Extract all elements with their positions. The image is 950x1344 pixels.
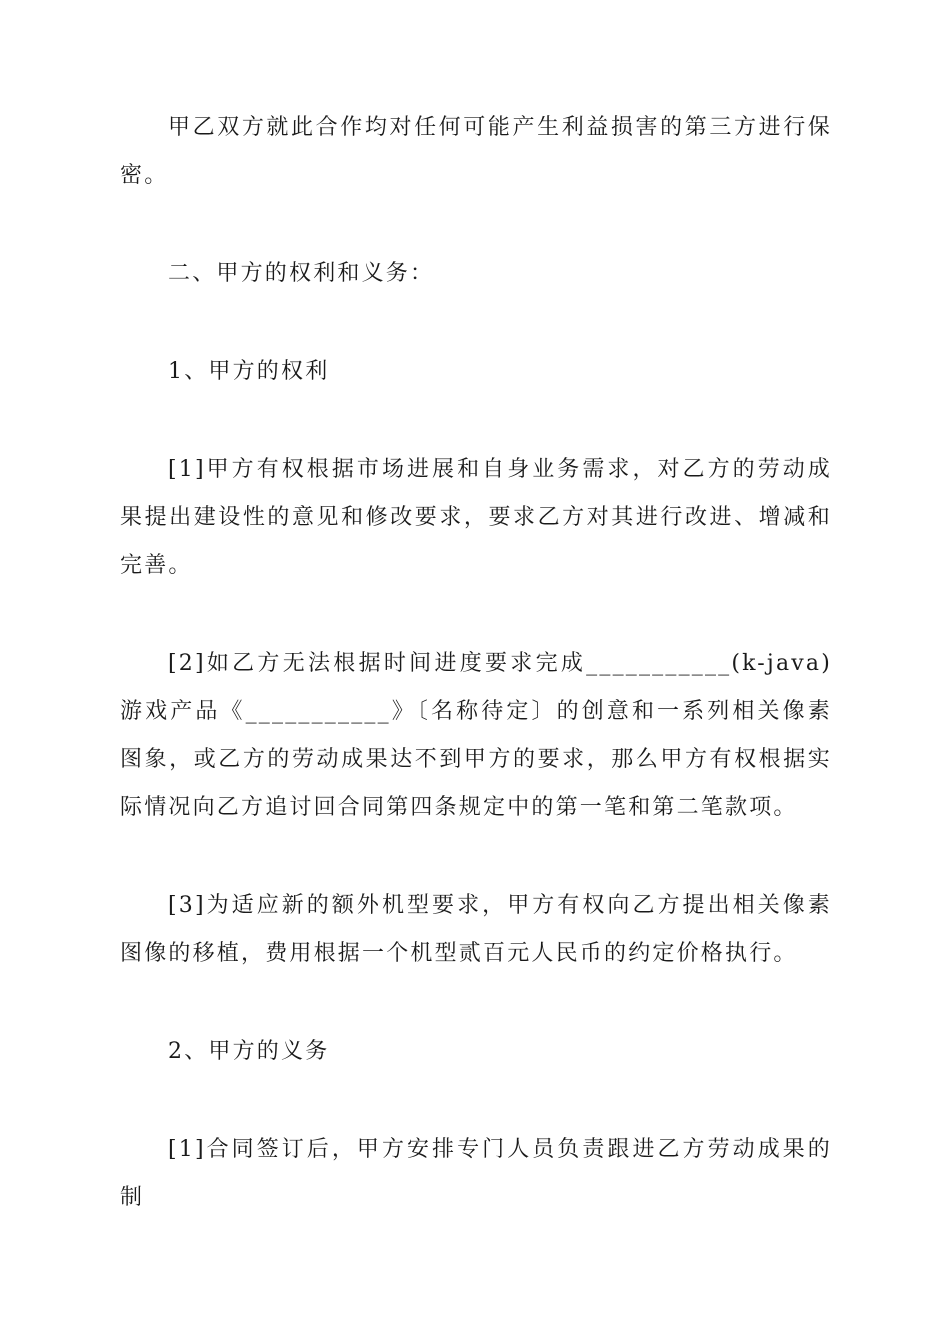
confidentiality-paragraph: 甲乙双方就此合作均对任何可能产生利益损害的第三方进行保密。 [120, 115, 832, 188]
section-heading-party-a-rights-obligations: 二、甲方的权利和义务： [168, 261, 435, 286]
rights-clause-2: [2]如乙方无法根据时间进度要求完成___________(k-java)游戏产品《___________》〔名称待定〕的创意和一系列相关像素图象，或乙方的劳动成果达不到甲方的要求，那么甲方有权根据实际情况向乙方追讨回合同第四条规定中的第一笔和第二笔款项。 [120, 651, 832, 820]
rights-clause-3: [3]为适应新的额外机型要求，甲方有权向乙方提出相关像素图像的移植，费用根据一个机型贰百元人民币的约定价格执行。 [120, 893, 832, 966]
obligations-clause-1: [1]合同签订后，甲方安排专门人员负责跟进乙方劳动成果的制 [120, 1137, 832, 1210]
subsection-heading-party-a-rights: 1、甲方的权利 [168, 359, 330, 384]
subsection-heading-party-a-obligations: 2、甲方的义务 [168, 1039, 330, 1064]
rights-clause-1: [1]甲方有权根据市场进展和自身业务需求，对乙方的劳动成果提出建设性的意见和修改要求，要求乙方对其进行改进、增减和完善。 [120, 457, 832, 578]
document-body [120, 104, 832, 1272]
